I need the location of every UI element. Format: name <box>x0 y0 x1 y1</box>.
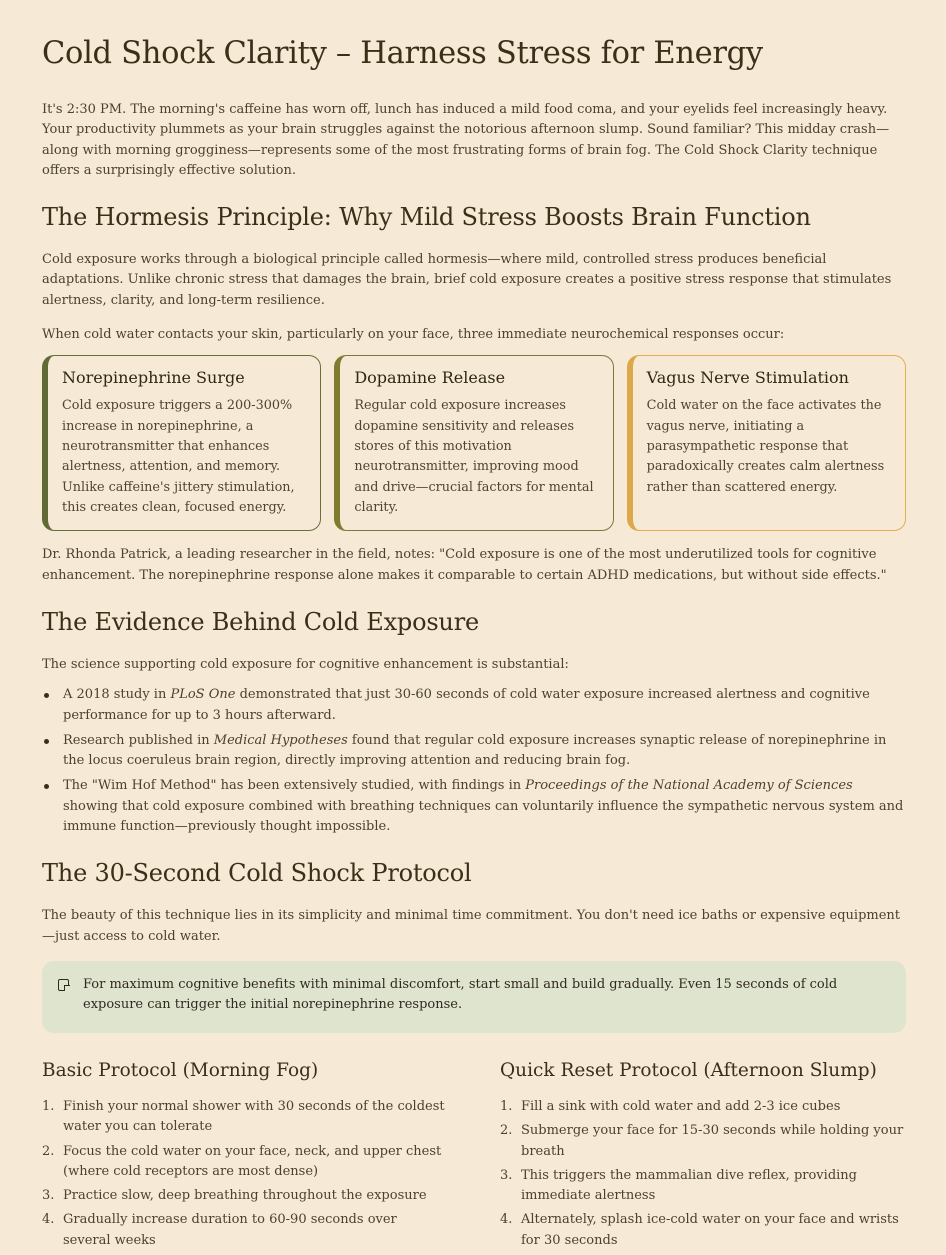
tip-text: For maximum cognitive benefits with minimal discomfort, start small and build gradually. Even 15 seconds of cold exposure can trigger the initial norepinephrine response. <box>83 976 838 1013</box>
list-item: 4. Gradually increase duration to 60-90 seconds over several weeks <box>42 1212 397 1248</box>
journal-name: Proceedings of the National Academy of Sciences <box>525 778 853 794</box>
card-title: Norepinephrine Surge <box>62 368 245 388</box>
protocol-intro: The beauty of this technique lies in its simplicity and minimal time commitment. You don't need ice baths or expensive equipment—just access to cold water. <box>42 908 901 944</box>
list-item: 1. Fill a sink with cold water and add 2-3 ice cubes <box>500 1098 841 1114</box>
card-body: Cold exposure triggers a 200-300% increase in norepinephrine, a neurotransmitter that enhances alertness, attention, and memory. Unlike caffeine's jittery stimulation, this creates clean, focused energy. <box>62 398 295 515</box>
hormesis-heading: The Hormesis Principle: Why Mild Stress Boosts Brain Function <box>42 203 811 232</box>
card-vagus-nerve <box>627 355 906 531</box>
neurochemical-cards <box>42 355 906 531</box>
card-body: Regular cold exposure increases dopamine sensitivity and releases stores of this motivation neurotransmitter, improving mood and drive—crucial factors for mental clarity. <box>354 398 594 515</box>
list-item: 2. Submerge your face for 15-30 seconds while holding your breath <box>500 1123 904 1159</box>
quick-reset-protocol-heading: Quick Reset Protocol (Afternoon Slump) <box>500 1059 877 1081</box>
list-item: The "Wim Hof Method" has been extensively studied, with findings in Proceedings of the National Academy of Sciences showing that cold exposure combined with breathing techniques can voluntarily influence the sympathetic nervous system and immune function—previously thought impossible. <box>42 776 906 837</box>
hormesis-paragraph-1: Cold exposure works through a biological principle called hormesis—where mild, controlled stress produces beneficial adaptations. Unlike chronic stress that damages the brain, brief cold exposure creates a positive stress response that stimulates alertness, clarity, and long-term resilience. <box>42 252 892 308</box>
protocol-heading: The 30-Second Cold Shock Protocol <box>42 859 472 888</box>
list-item: 3. Practice slow, deep breathing throughout the exposure <box>42 1188 427 1204</box>
list-item: 2. Focus the cold water on your face, neck, and upper chest (where cold receptors are most dense) <box>42 1143 442 1179</box>
researcher-quote: Dr. Rhonda Patrick, a leading researcher in the field, notes: "Cold exposure is one of the most underutilized tools for cognitive enhancement. The norepinephrine response alone makes it comparable to certain ADHD medications, but without side effects." <box>42 547 887 583</box>
hormesis-paragraph-2: When cold water contacts your skin, particularly on your face, three immediate neurochemical responses occur: <box>42 327 785 343</box>
list-item: 4. Alternately, splash ice-cold water on your face and wrists for 30 seconds <box>500 1212 899 1248</box>
protocol-columns <box>42 1058 906 1255</box>
tip-callout <box>42 961 906 1033</box>
list-item: A 2018 study in PLoS One demonstrated that just 30-60 seconds of cold water exposure increased alertness and cognitive performance for up to 3 hours afterward. <box>42 685 906 726</box>
journal-name: Medical Hypotheses <box>213 732 348 748</box>
evidence-intro: The science supporting cold exposure for cognitive enhancement is substantial: <box>42 656 569 672</box>
basic-protocol-heading: Basic Protocol (Morning Fog) <box>42 1059 319 1081</box>
evidence-heading: The Evidence Behind Cold Exposure <box>42 607 479 636</box>
card-title: Vagus Nerve Stimulation <box>646 368 849 388</box>
list-item: Research published in Medical Hypotheses found that regular cold exposure increases synaptic release of norepinephrine in the locus coeruleus brain region, directly improving attention and reducing brain fog. <box>42 731 906 772</box>
quick-reset-protocol-steps <box>500 1097 906 1251</box>
basic-protocol <box>42 1058 448 1255</box>
page-title: Cold Shock Clarity – Harness Stress for Energy <box>42 36 763 71</box>
list-item: 3. This triggers the mammalian dive reflex, providing immediate alertness <box>500 1167 857 1204</box>
card-norepinephrine <box>42 355 321 531</box>
card-dopamine <box>334 355 613 531</box>
journal-name: PLoS One <box>170 687 236 703</box>
basic-protocol-steps <box>42 1097 448 1251</box>
note-icon <box>58 979 69 991</box>
list-item: 1. Finish your normal shower with 30 seconds of the coldest water you can tolerate <box>42 1098 445 1135</box>
card-body: Cold water on the face activates the vagus nerve, initiating a parasympathetic response that paradoxically creates calm alertness rather than scattered energy. <box>646 398 885 495</box>
evidence-list <box>42 685 906 837</box>
quick-reset-protocol <box>500 1058 906 1255</box>
card-title: Dopamine Release <box>354 368 506 388</box>
intro-paragraph: It's 2:30 PM. The morning's caffeine has worn off, lunch has induced a mild food coma, and your eyelids feel increasingly heavy. Your productivity plummets as your brain struggles against the notorious afternoon slump. Sound familiar? This midday crash—along with morning grogginess—represents some of the most frustrating forms of brain fog. The Cold Shock Clarity technique offers a surprisingly effective solution. <box>42 102 890 178</box>
